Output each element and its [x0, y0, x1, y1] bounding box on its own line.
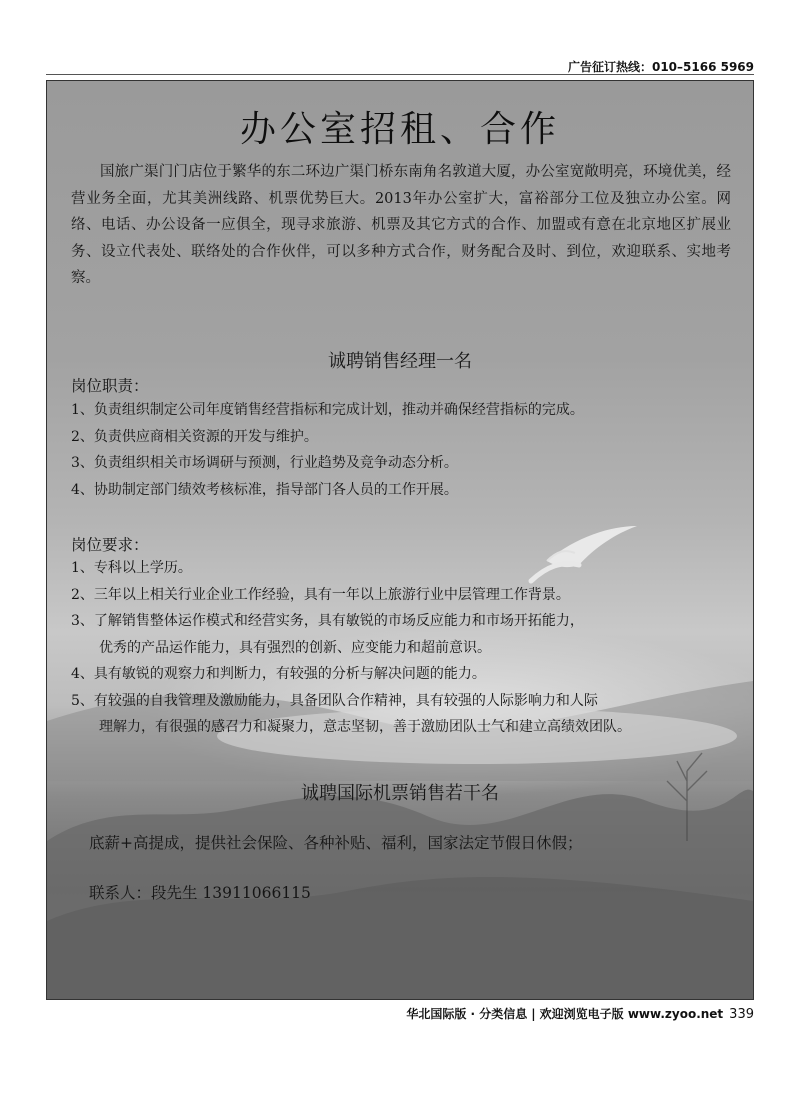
- duty-item: 1、负责组织制定公司年度销售经营指标和完成计划，推动并确保经营指标的完成。: [71, 402, 584, 418]
- duty-item: 3、负责组织相关市场调研与预测，行业趋势及竞争动态分析。: [71, 455, 458, 471]
- job1-heading: 诚聘销售经理一名: [328, 351, 472, 372]
- requirement-line: 2、三年以上相关行业企业工作经验，具有一年以上旅游行业中层管理工作背景。: [71, 586, 570, 603]
- requirement-continuation: 优秀的产品运作能力，具有强烈的创新、应变能力和超前意识。: [99, 639, 491, 656]
- duty-item: 2、负责供应商相关资源的开发与维护。: [71, 428, 318, 445]
- requirements-list: [71, 555, 741, 741]
- page-footer: [406, 1005, 754, 1022]
- header-rule: [46, 74, 754, 75]
- duties-list: [71, 397, 741, 503]
- footer-separator: |: [531, 1007, 536, 1021]
- requirement-item: [71, 661, 741, 688]
- requirement-line: 5、有较强的自我管理及激励能力，具备团队合作精神，具有较强的人际影响力和人际: [71, 692, 598, 709]
- ad-title: 办公室招租、合作: [239, 109, 560, 150]
- requirements-label: 岗位要求：: [71, 536, 149, 554]
- requirement-line: 4、具有敏锐的观察力和判断力，有较强的分析与解决问题的能力。: [71, 666, 486, 682]
- footer-site[interactable]: 欢迎浏览电子版 www.zyoo.net: [539, 1007, 724, 1021]
- requirement-line: 3、了解销售整体运作模式和经营实务，具有敏锐的市场反应能力和市场开拓能力，: [71, 613, 584, 629]
- ad-panel: [46, 80, 754, 1000]
- benefits-text: 底薪+高提成，提供社会保险、各种补贴、福利，国家法定节假日休假；: [89, 834, 583, 852]
- duties-label: 岗位职责：: [71, 377, 149, 395]
- requirement-continuation: 理解力，有很强的感召力和凝聚力，意志坚韧，善于激励团队士气和建立高绩效团队。: [99, 719, 631, 735]
- contact-text: 联系人：段先生 13911066115: [89, 884, 311, 902]
- requirement-item: [71, 688, 741, 741]
- requirement-item: [71, 582, 741, 609]
- hotline-text: 广告征订热线：010–5166 5969: [567, 60, 754, 74]
- job2-heading: 诚聘国际机票销售若干名: [301, 783, 499, 804]
- requirement-item: [71, 608, 741, 661]
- duty-item: 4、协助制定部门绩效考核标准，指导部门各人员的工作开展。: [71, 481, 458, 498]
- requirement-line: 1、专科以上学历。: [71, 560, 192, 576]
- footer-section: 华北国际版 · 分类信息: [406, 1007, 528, 1021]
- requirement-item: [71, 555, 741, 582]
- intro-paragraph: 国旅广渠门门店位于繁华的东二环边广渠门桥东南角名敦道大厦，办公室宽敞明亮，环境优美，经营业务全面，尤其美洲线路、机票优势巨大。2013年办公室扩大，富裕部分工位及独立办公室。网络、电话、办公设备一应俱全，现寻求旅游、机票及其它方式的合作、加盟或有意在北京地区扩展业务、设立代表处、联络处的合作伙伴，可以多种方式合作，财务配合及时、到位，欢迎联系、实地考察。: [71, 164, 731, 286]
- page-number: 339: [729, 1007, 754, 1022]
